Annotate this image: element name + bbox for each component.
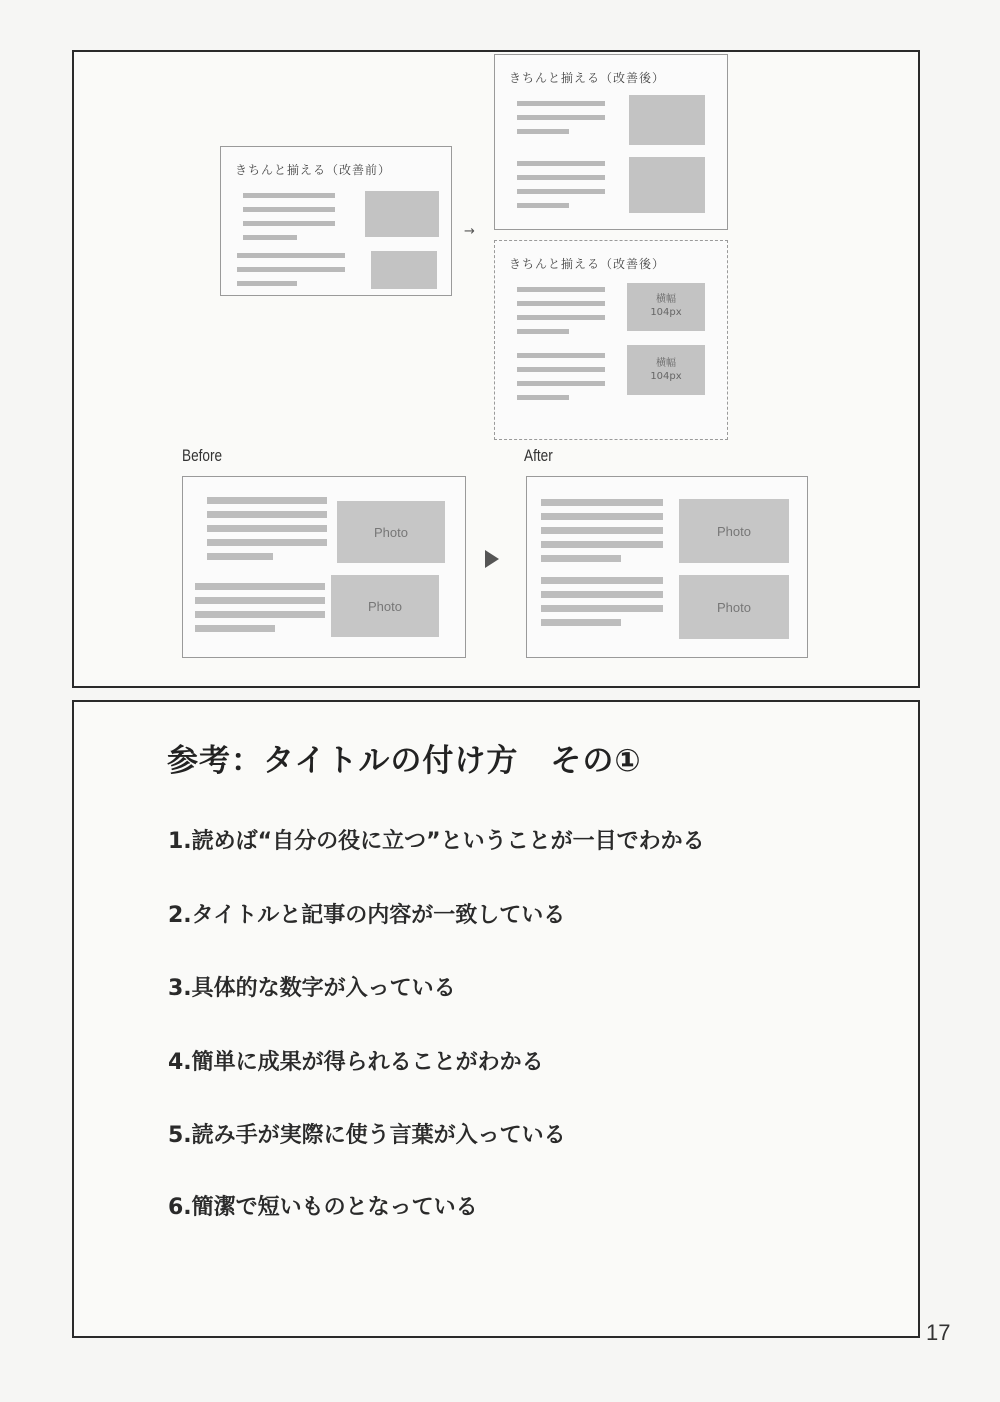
- photo-placeholder: Photo: [679, 575, 789, 639]
- card-title: きちんと揃える（改善後）: [509, 71, 666, 85]
- after-label: After: [524, 446, 553, 465]
- after-layout-example: [526, 476, 808, 658]
- tip-item: 4.簡単に成果が得られることがわかる: [168, 1050, 544, 1075]
- text-line: [541, 577, 663, 584]
- text-line: [541, 555, 621, 562]
- text-line: [517, 101, 605, 106]
- page-number: 17: [926, 1320, 951, 1345]
- text-line: [207, 497, 327, 504]
- text-line: [517, 315, 605, 320]
- after-layout-guides-card: [494, 240, 728, 440]
- text-line: [195, 611, 325, 618]
- text-line: [541, 591, 663, 598]
- text-line: [237, 281, 297, 286]
- image-placeholder: [629, 95, 705, 145]
- text-line: [517, 115, 605, 120]
- text-line: [517, 353, 605, 358]
- text-line: [517, 161, 605, 166]
- before-layout-card: [220, 146, 452, 296]
- text-line: [195, 625, 275, 632]
- text-line: [517, 367, 605, 372]
- text-line: [243, 221, 335, 226]
- width-label: 横幅 104px: [650, 294, 682, 318]
- after-layout-card: [494, 54, 728, 230]
- image-placeholder: [627, 283, 705, 331]
- text-line: [541, 605, 663, 612]
- tip-item: 5.読み手が実際に使う言葉が入っている: [168, 1123, 566, 1148]
- arrow-right-icon: →: [464, 224, 475, 239]
- text-line: [517, 175, 605, 180]
- photo-placeholder: Photo: [331, 575, 439, 637]
- image-placeholder: [371, 251, 437, 289]
- image-placeholder: [627, 345, 705, 395]
- before-label: Before: [182, 446, 223, 465]
- tip-item: 1.読めば“自分の役に立つ”ということが一目でわかる: [168, 829, 705, 854]
- text-line: [517, 129, 569, 134]
- tip-item: 6.簡潔で短いものとなっている: [168, 1195, 478, 1220]
- text-line: [517, 203, 569, 208]
- text-line: [195, 597, 325, 604]
- card-title: きちんと揃える（改善前）: [235, 163, 392, 177]
- text-line: [541, 541, 663, 548]
- text-line: [207, 553, 273, 560]
- tip-item: 3.具体的な数字が入っている: [168, 976, 456, 1001]
- text-line: [207, 525, 327, 532]
- text-line: [243, 235, 297, 240]
- text-line: [541, 527, 663, 534]
- tip-item: 2.タイトルと記事の内容が一致している: [168, 903, 566, 928]
- layout-examples-panel: [72, 50, 920, 688]
- text-line: [517, 301, 605, 306]
- text-line: [517, 189, 605, 194]
- text-line: [517, 381, 605, 386]
- title-tips-panel: [72, 700, 920, 1338]
- text-line: [541, 513, 663, 520]
- text-line: [243, 193, 335, 198]
- play-arrow-icon: [485, 550, 499, 568]
- text-line: [195, 583, 325, 590]
- section-heading: 参考：タイトルの付け方 その①: [167, 743, 642, 779]
- text-line: [541, 499, 663, 506]
- before-layout-example: [182, 476, 466, 658]
- text-line: [541, 619, 621, 626]
- text-line: [517, 395, 569, 400]
- width-label: 横幅 104px: [650, 358, 682, 382]
- text-line: [207, 511, 327, 518]
- text-line: [243, 207, 335, 212]
- text-line: [207, 539, 327, 546]
- text-line: [237, 253, 345, 258]
- text-line: [237, 267, 345, 272]
- card-title: きちんと揃える（改善後）: [509, 257, 666, 271]
- image-placeholder: [629, 157, 705, 213]
- image-placeholder: [365, 191, 439, 237]
- photo-placeholder: Photo: [337, 501, 445, 563]
- text-line: [517, 329, 569, 334]
- text-line: [517, 287, 605, 292]
- photo-placeholder: Photo: [679, 499, 789, 563]
